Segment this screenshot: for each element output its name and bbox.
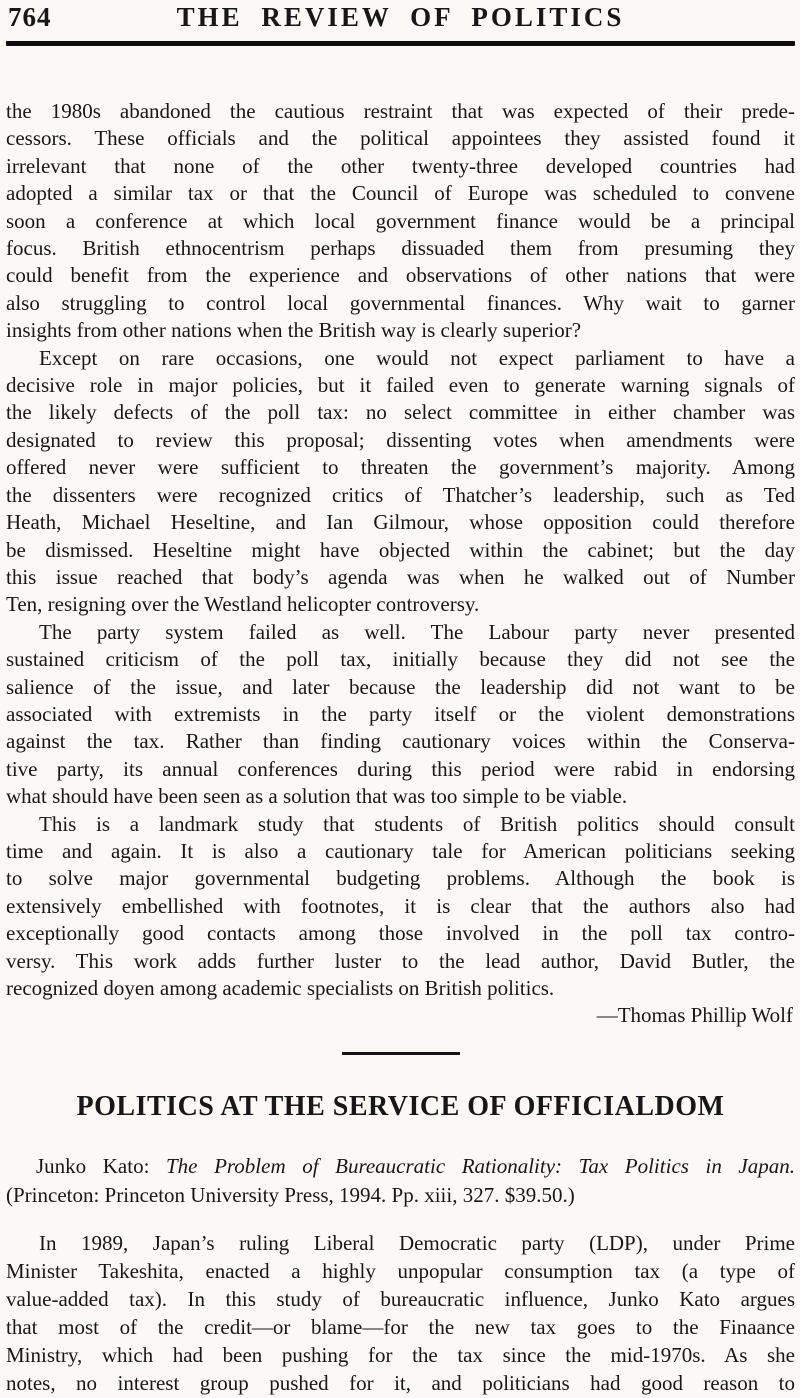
paragraph xyxy=(6,345,795,619)
text-line: Heath, Michael Heseltine, and Ian Gilmour, whose opposition could therefore xyxy=(6,510,795,535)
section-divider-rule xyxy=(342,1052,460,1055)
text-line: insights from other nations when the British way is clearly superior? xyxy=(6,318,582,343)
text-line: decisive role in major policies, but it failed even to generate warning signals of xyxy=(6,373,795,398)
text-line: extensively embellished with footnotes, it is clear that the authors also had xyxy=(6,893,795,918)
text-line: irrelevant that none of the other twenty-three developed countries had xyxy=(6,153,795,178)
text-line: the dissenters were recognized critics of Thatcher’s leadership, such as Ted xyxy=(6,482,795,507)
text-line: sustained criticism of the poll tax, initially because they did not see the xyxy=(6,647,795,672)
book-citation xyxy=(6,1152,795,1210)
paragraph xyxy=(6,619,795,811)
text-line: to solve major governmental budgeting problems. Although the book is xyxy=(6,866,795,891)
paragraph-next-review-opening xyxy=(6,1229,795,1397)
text-line: In 1989, Japan’s ruling Liberal Democratic party (LDP), under Prime xyxy=(39,1230,795,1255)
text-line: recognized doyen among academic specialists on British politics. xyxy=(6,976,555,1000)
page-number: 764 xyxy=(8,2,52,32)
text-line: exceptionally good contacts among those involved in the poll tax contro- xyxy=(6,921,795,946)
text-line: associated with extremists in the party itself or the violent demonstrations xyxy=(6,701,795,726)
text-line: value-added tax). In this study of bureaucratic influence, Junko Kato argues xyxy=(6,1286,795,1311)
text-line: against the tax. Rather than finding cautionary voices within the Conserva- xyxy=(6,729,795,754)
text-line: This is a landmark study that students of British politics should consult xyxy=(39,811,795,836)
running-head xyxy=(6,0,795,38)
text-line: Except on rare occasions, one would not expect parliament to have a xyxy=(39,345,795,370)
text-line: this issue reached that body’s agenda was when he walked out of Number xyxy=(6,564,795,589)
book-review-text xyxy=(6,98,795,1397)
text-line: adopted a similar tax or that the Council of Europe was scheduled to convene xyxy=(6,181,795,206)
text-line: notes, no interest group pushed for it, and politicians had good reason to xyxy=(6,1370,795,1395)
text-line: The party system failed as well. The Labour party never presented xyxy=(39,619,795,644)
text-line: also struggling to control local governmental finances. Why wait to garner xyxy=(6,290,795,315)
paragraph-continuation xyxy=(6,98,795,345)
citation-line-author-title xyxy=(6,1152,795,1181)
text-line: versy. This work adds further luster to the lead author, David Butler, the xyxy=(6,948,795,973)
header-rule xyxy=(6,41,795,46)
journal-title: THE REVIEW OF POLITICS xyxy=(176,2,625,32)
text-line: cessors. These officials and the political appointees they assisted found it xyxy=(6,126,795,151)
text-line: Ministry, which had been pushing for the tax since the mid-1970s. As she xyxy=(6,1342,795,1367)
text-line: that most of the credit—or blame—for the new tax goes to the Finaance xyxy=(6,1314,795,1339)
paragraph xyxy=(6,811,795,1003)
text-line: what should have been seen as a solution that was too simple to be viable. xyxy=(6,784,628,809)
text-line: offered never were sufficient to threaten the government’s majority. Among xyxy=(6,455,795,480)
text-line: Minister Takeshita, enacted a highly unpopular consumption tax (a type of xyxy=(6,1258,795,1283)
text-line: the 1980s abandoned the cautious restraint that was expected of their prede- xyxy=(6,99,795,123)
text-line: designated to review this proposal; dissenting votes when amendments were xyxy=(6,427,795,452)
text-line: time and again. It is also a cautionary tale for American politicians seeking xyxy=(6,838,795,863)
next-review-title: POLITICS AT THE SERVICE OF OFFICIALDOM xyxy=(76,1090,725,1122)
citation-author: Junko Kato: xyxy=(36,1153,166,1178)
text-line: tive party, its annual conferences during this period were rabid in endorsing xyxy=(6,756,795,781)
citation-publisher: (Princeton: Princeton University Press, 1994. Pp. xiii, 327. $39.50.) xyxy=(6,1182,575,1207)
text-line: Ten, resigning over the Westland helicopter controversy. xyxy=(6,592,480,617)
text-line: salience of the issue, and later because the leadership did not want to be xyxy=(6,674,795,699)
text-line: the likely defects of the poll tax: no select committee in either chamber was xyxy=(6,400,795,425)
text-line: be dismissed. Heseltine might have objected within the cabinet; but the day xyxy=(6,537,795,562)
text-line: focus. British ethnocentrism perhaps dissuaded them from presuming they xyxy=(6,236,795,261)
reviewer-attribution: —Thomas Phillip Wolf xyxy=(596,1003,793,1028)
citation-book-title: The Problem of Bureaucratic Rationality: Tax Politics in Japan. xyxy=(166,1153,796,1178)
text-line: could benefit from the experience and observations of other nations that were xyxy=(6,263,795,288)
text-line: soon a conference at which local government finance would be a principal xyxy=(6,208,795,233)
